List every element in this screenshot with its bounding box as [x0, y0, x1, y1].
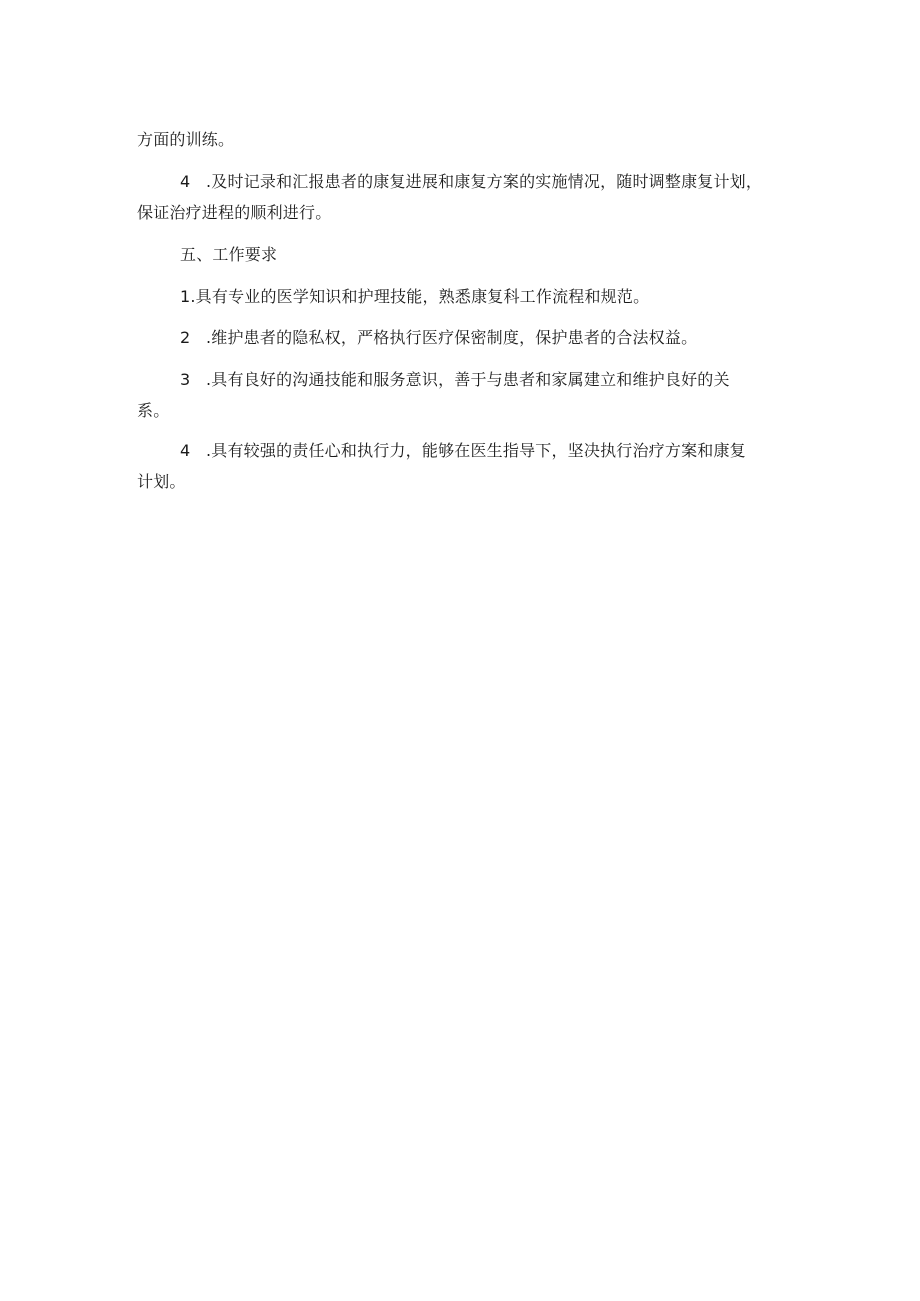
item-4-line-2: 保证治疗进程的顺利进行。: [137, 203, 332, 222]
requirement-4-line-2: 计划。: [137, 472, 186, 491]
item-4-line-1: [180, 172, 762, 192]
requirement-3-line-2: 系。: [137, 401, 170, 420]
continuation-text: 方面的训练。: [137, 130, 235, 149]
item-text: .维护患者的隐私权，严格执行医疗保密制度，保护患者的合法权益。: [206, 328, 698, 347]
item-text: .具有专业的医学知识和护理技能，熟悉康复科工作流程和规范。: [190, 287, 650, 306]
item-number: 4: [180, 172, 191, 191]
requirement-3-line-1: [180, 370, 730, 390]
item-number: 3: [180, 370, 191, 389]
section-title: 五、工作要求: [180, 245, 278, 264]
requirement-1: [180, 287, 649, 307]
item-number: 1: [180, 287, 191, 306]
item-number: 2: [180, 328, 191, 347]
requirement-2: [180, 328, 697, 348]
item-text: .及时记录和汇报患者的康复进展和康复方案的实施情况，随时调整康复计划，: [206, 172, 763, 191]
item-number: 4: [180, 441, 191, 460]
item-text: .具有良好的沟通技能和服务意识，善于与患者和家属建立和维护良好的关: [206, 370, 730, 389]
requirement-4-line-1: [180, 441, 746, 461]
item-text: .具有较强的责任心和执行力，能够在医生指导下，坚决执行治疗方案和康复: [206, 441, 746, 460]
